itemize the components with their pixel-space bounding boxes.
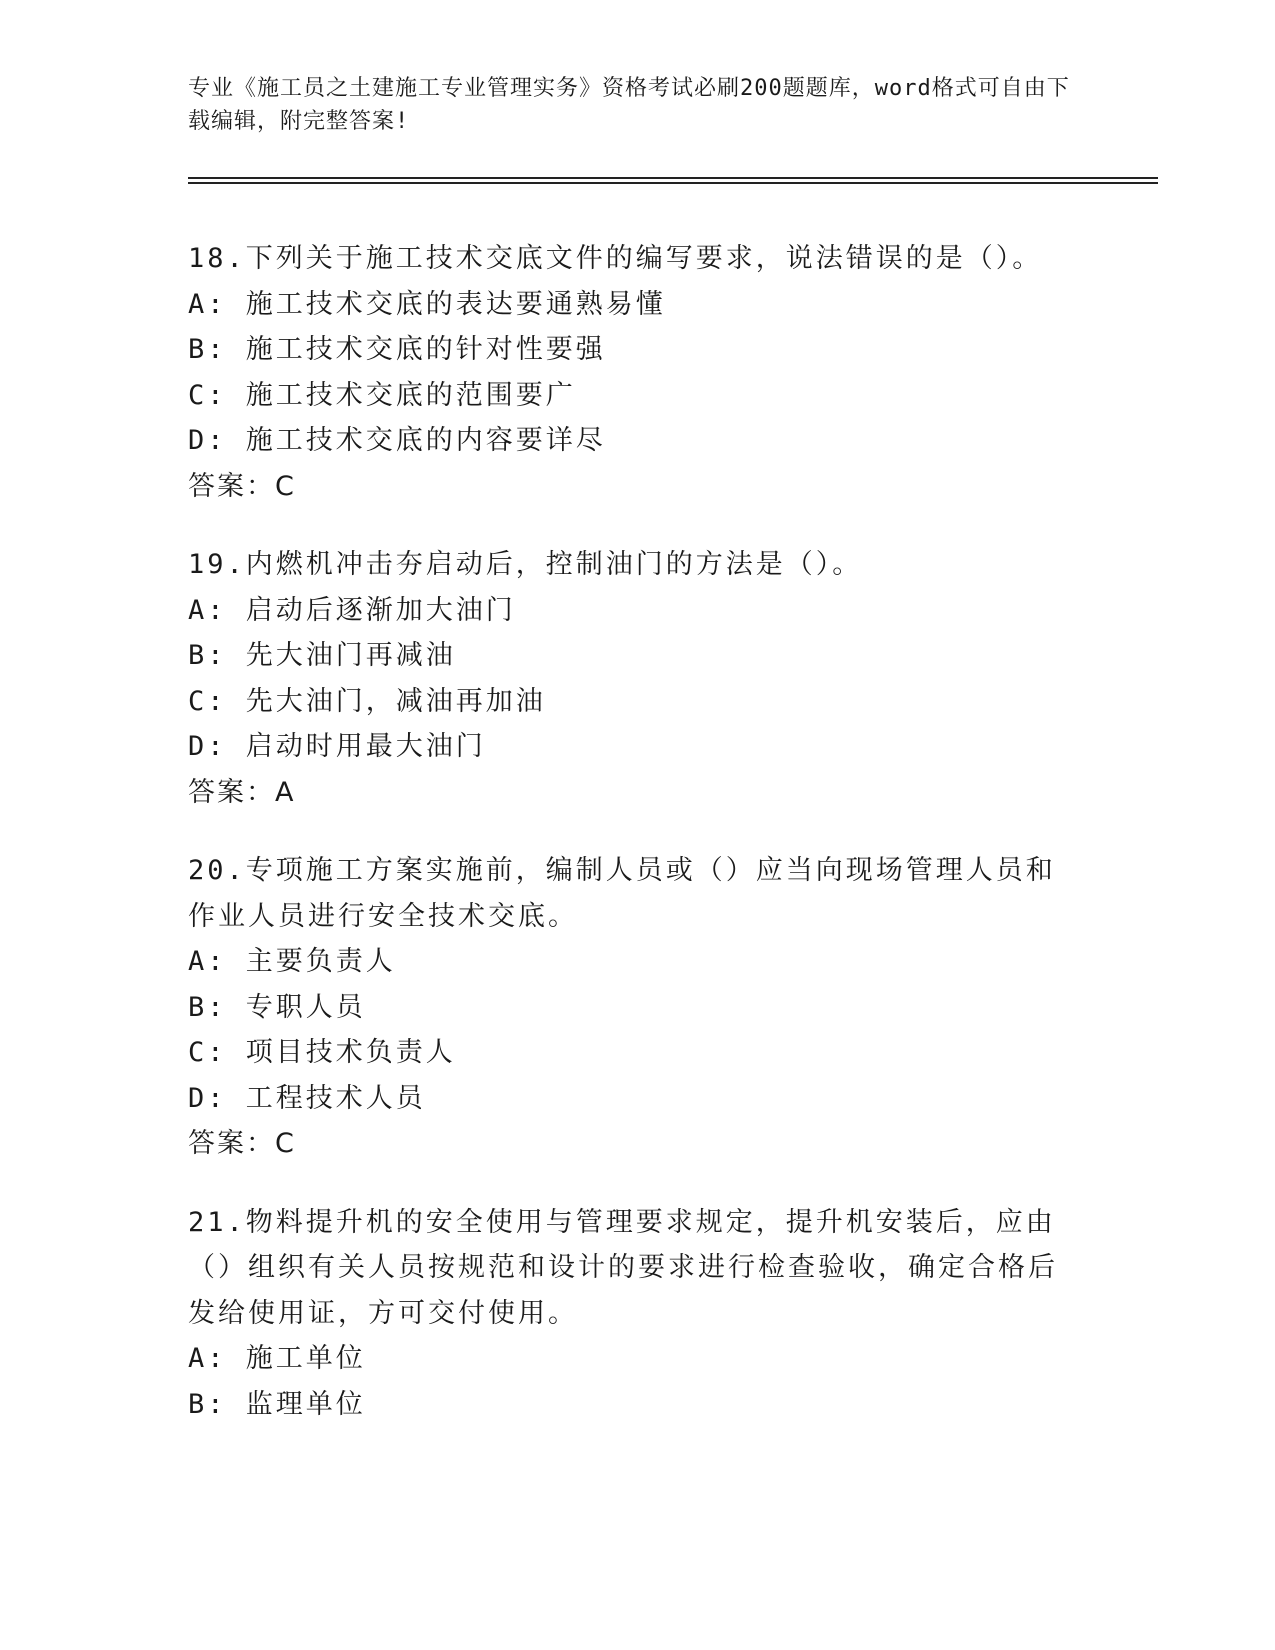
option-c: C: 项目技术负责人 (188, 1037, 456, 1068)
question-list (188, 236, 1088, 1460)
option-d: D: 启动时用最大油门 (188, 731, 486, 762)
question-stem: 18.下列关于施工技术交底文件的编写要求，说法错误的是（）。 (188, 243, 1043, 274)
option-a: A: 施工单位 (188, 1343, 366, 1374)
document-header: 专业《施工员之土建施工专业管理实务》资格考试必刷200题题库，word格式可自由下载编辑，附完整答案! (188, 76, 1070, 134)
answer-label: 答案：A (188, 776, 296, 808)
answer-label: 答案：C (188, 1128, 296, 1159)
option-b: B: 先大油门再减油 (188, 640, 456, 671)
question-21 (188, 1200, 1088, 1428)
header-divider-top (188, 177, 1158, 179)
option-d: D: 施工技术交底的内容要详尽 (188, 425, 606, 456)
option-b: B: 监理单位 (188, 1388, 366, 1420)
option-a: A: 启动后逐渐加大油门 (188, 594, 516, 626)
option-b: B: 专职人员 (188, 991, 366, 1023)
question-stem: 19.内燃机冲击夯启动后，控制油门的方法是（）。 (188, 549, 863, 580)
question-20 (188, 848, 1088, 1167)
answer-label: 答案：C (188, 470, 296, 502)
option-b: B: 施工技术交底的针对性要强 (188, 334, 606, 365)
question-19 (188, 542, 1088, 815)
header-divider-bottom (188, 182, 1158, 184)
question-stem: 21.物料提升机的安全使用与管理要求规定，提升机安装后，应由（）组织有关人员按规范和设计的要求进行检查验收，确定合格后发给使用证，方可交付使用。 (188, 1206, 1058, 1329)
option-a: A: 主要负责人 (188, 946, 396, 977)
option-a: A: 施工技术交底的表达要通熟易懂 (188, 288, 666, 320)
question-stem: 20.专项施工方案实施前，编制人员或（）应当向现场管理人员和作业人员进行安全技术交底。 (188, 855, 1056, 932)
option-c: C: 施工技术交底的范围要广 (188, 379, 576, 411)
option-c: C: 先大油门，减油再加油 (188, 685, 546, 717)
option-d: D: 工程技术人员 (188, 1082, 426, 1114)
question-18 (188, 236, 1088, 509)
